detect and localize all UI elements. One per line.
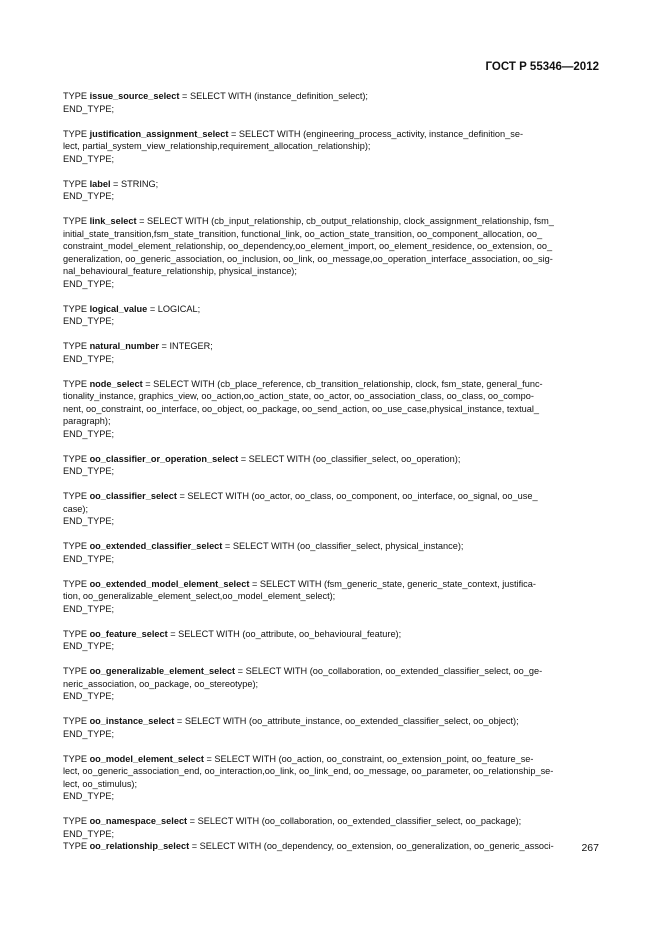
code-line <box>63 353 599 366</box>
line-definition: = SELECT WITH (oo_attribute, oo_behavioural_feature); <box>167 628 402 639</box>
line-definition: = SELECT WITH (oo_dependency, oo_extension, oo_generalization, oo_generic_associ- <box>189 841 554 851</box>
line-prefix: END_TYPE; <box>63 278 115 289</box>
line-definition: = SELECT WITH (oo_action, oo_constraint, oo_extension_point, oo_feature_se- <box>203 753 534 764</box>
type-definition-block <box>63 753 599 803</box>
type-name: oo_model_element_select <box>89 753 204 764</box>
code-line <box>63 690 599 703</box>
line-prefix: TYPE <box>63 178 90 189</box>
type-name: oo_classifier_select <box>89 491 177 501</box>
line-prefix: END_TYPE; <box>63 153 115 164</box>
line-prefix: END_TYPE; <box>63 103 115 114</box>
line-prefix: END_TYPE; <box>63 428 115 439</box>
type-name: node_select <box>89 378 143 389</box>
code-line <box>63 415 599 428</box>
code-line <box>63 728 599 741</box>
page-number: 267 <box>581 842 599 854</box>
line-definition: = STRING; <box>110 178 159 189</box>
line-prefix: case); <box>63 503 89 514</box>
line-prefix: TYPE <box>63 578 90 589</box>
type-definition-block <box>63 453 599 478</box>
line-prefix: TYPE <box>63 216 90 226</box>
line-prefix: END_TYPE; <box>63 516 115 526</box>
type-definition-block <box>63 90 599 115</box>
type-name: issue_source_select <box>89 91 180 101</box>
line-prefix: generalization, oo_generic_association, oo_inclusion, oo_link, oo_message,oo_operation_interface_association, oo_sig- <box>63 253 553 264</box>
type-name: oo_relationship_select <box>89 841 190 851</box>
line-definition: = LOGICAL; <box>147 303 201 314</box>
line-prefix: TYPE <box>63 91 90 101</box>
line-definition: = SELECT WITH (oo_classifier_select, oo_operation); <box>238 453 461 464</box>
type-name: oo_feature_select <box>89 628 168 639</box>
code-line <box>63 140 599 153</box>
code-line <box>63 90 599 103</box>
type-name: natural_number <box>89 341 159 351</box>
line-prefix: constraint_model_element_relationship, oo_dependency,oo_element_import, oo_element_residence, oo_extension, oo_ <box>63 241 553 251</box>
code-line <box>63 265 599 278</box>
type-definition-block <box>63 490 599 528</box>
line-prefix: TYPE <box>63 303 90 314</box>
code-line <box>63 753 599 766</box>
code-line <box>63 778 599 791</box>
line-prefix: lect, oo_stimulus); <box>63 778 138 789</box>
code-line <box>63 453 599 466</box>
line-definition: = SELECT WITH (engineering_process_activity, instance_definition_se- <box>228 128 524 139</box>
code-line <box>63 678 599 691</box>
code-line <box>63 428 599 441</box>
line-prefix: TYPE <box>63 341 90 351</box>
code-line <box>63 190 599 203</box>
type-definition-block <box>63 540 599 565</box>
type-definition-block <box>63 378 599 441</box>
line-definition: = SELECT WITH (cb_input_relationship, cb_output_relationship, clock_assignment_relationship, fsm_ <box>136 216 554 226</box>
line-prefix: END_TYPE; <box>63 828 115 839</box>
line-prefix: TYPE <box>63 541 90 551</box>
code-line <box>63 765 599 778</box>
line-definition: = SELECT WITH (cb_place_reference, cb_transition_relationship, clock, fsm_state, general_func- <box>142 378 543 389</box>
code-line <box>63 540 599 553</box>
code-line <box>63 390 599 403</box>
line-definition: = INTEGER; <box>159 341 213 351</box>
code-line <box>63 490 599 503</box>
code-line <box>63 628 599 641</box>
code-line <box>63 378 599 391</box>
line-prefix: END_TYPE; <box>63 553 115 564</box>
line-prefix: TYPE <box>63 841 90 851</box>
type-definition-block <box>63 178 599 203</box>
line-prefix: paragraph); <box>63 416 111 426</box>
code-line <box>63 240 599 253</box>
line-prefix: END_TYPE; <box>63 353 115 364</box>
type-name: justification_assignment_select <box>89 128 229 139</box>
code-line <box>63 465 599 478</box>
line-prefix: TYPE <box>63 666 90 676</box>
line-prefix: nent, oo_constraint, oo_interface, oo_object, oo_package, oo_send_action, oo_use_case,physical_instance, textual_ <box>63 403 540 414</box>
code-line <box>63 790 599 803</box>
type-name: oo_generalizable_element_select <box>89 666 236 676</box>
type-definition-block <box>63 715 599 740</box>
line-prefix: TYPE <box>63 753 90 764</box>
line-prefix: TYPE <box>63 628 90 639</box>
line-prefix: TYPE <box>63 128 90 139</box>
code-line <box>63 128 599 141</box>
line-prefix: initial_state_transition,fsm_state_transition, functional_link, oo_action_state_transition, oo_component_allocation, oo_ <box>63 228 543 239</box>
code-line <box>63 503 599 516</box>
type-definition-block <box>63 578 599 616</box>
type-definition-block <box>63 665 599 703</box>
type-name: label <box>89 178 111 189</box>
code-line <box>63 603 599 616</box>
document-body <box>63 90 599 865</box>
code-line <box>63 840 599 853</box>
code-line <box>63 590 599 603</box>
code-line <box>63 215 599 228</box>
code-line <box>63 340 599 353</box>
line-prefix: END_TYPE; <box>63 728 115 739</box>
line-prefix: TYPE <box>63 491 90 501</box>
type-name: oo_namespace_select <box>89 816 188 826</box>
line-prefix: lect, oo_generic_association_end, oo_interaction,oo_link, oo_link_end, oo_message, oo_parameter, oo_relationship_se- <box>63 766 554 776</box>
code-line <box>63 278 599 291</box>
type-name: link_select <box>89 216 137 226</box>
line-prefix: tionality_instance, graphics_view, oo_action,oo_action_state, oo_actor, oo_association_class, oo_class, oo_compo- <box>63 391 534 401</box>
line-prefix: TYPE <box>63 816 90 826</box>
code-line <box>63 303 599 316</box>
line-prefix: nal_behavioural_feature_relationship, physical_instance); <box>63 266 297 276</box>
code-line <box>63 553 599 566</box>
line-prefix: END_TYPE; <box>63 641 115 651</box>
code-line <box>63 178 599 191</box>
type-name: oo_extended_classifier_select <box>89 541 223 551</box>
type-name: oo_instance_select <box>89 716 175 726</box>
type-name: oo_extended_model_element_select <box>89 578 250 589</box>
type-definition-block <box>63 815 599 840</box>
code-line <box>63 515 599 528</box>
line-prefix: TYPE <box>63 453 90 464</box>
line-prefix: END_TYPE; <box>63 603 115 614</box>
code-line <box>63 253 599 266</box>
line-definition: = SELECT WITH (oo_actor, oo_class, oo_component, oo_interface, oo_signal, oo_use_ <box>176 491 538 501</box>
code-line <box>63 403 599 416</box>
line-prefix: END_TYPE; <box>63 791 115 801</box>
code-line <box>63 640 599 653</box>
line-definition: = SELECT WITH (oo_attribute_instance, oo_extended_classifier_select, oo_object); <box>174 716 519 726</box>
line-prefix: END_TYPE; <box>63 316 115 326</box>
code-line <box>63 815 599 828</box>
code-line <box>63 315 599 328</box>
code-line <box>63 828 599 841</box>
line-prefix: lect, partial_system_view_relationship,requirement_allocation_relationship); <box>63 141 371 151</box>
code-line <box>63 665 599 678</box>
code-line <box>63 153 599 166</box>
type-definition-block <box>63 128 599 166</box>
type-definition-block <box>63 840 599 853</box>
line-prefix: TYPE <box>63 378 90 389</box>
line-definition: = SELECT WITH (instance_definition_select); <box>179 91 368 101</box>
type-definition-block <box>63 303 599 328</box>
type-name: oo_classifier_or_operation_select <box>89 453 239 464</box>
line-prefix: END_TYPE; <box>63 466 115 476</box>
code-line <box>63 228 599 241</box>
code-line <box>63 578 599 591</box>
type-definition-block <box>63 340 599 365</box>
line-prefix: neric_association, oo_package, oo_stereotype); <box>63 678 259 689</box>
line-prefix: END_TYPE; <box>63 691 115 701</box>
line-prefix: tion, oo_generalizable_element_select,oo_model_element_select); <box>63 591 336 601</box>
code-line <box>63 103 599 116</box>
type-name: logical_value <box>89 303 148 314</box>
line-definition: = SELECT WITH (oo_classifier_select, physical_instance); <box>222 541 464 551</box>
line-definition: = SELECT WITH (oo_collaboration, oo_extended_classifier_select, oo_ge- <box>235 666 543 676</box>
line-definition: = SELECT WITH (fsm_generic_state, generic_state_context, justifica- <box>249 578 536 589</box>
document-header: ГОСТ Р 55346—2012 <box>485 61 599 73</box>
line-prefix: TYPE <box>63 716 90 726</box>
line-definition: = SELECT WITH (oo_collaboration, oo_extended_classifier_select, oo_package); <box>187 816 522 826</box>
type-definition-block <box>63 628 599 653</box>
line-prefix: END_TYPE; <box>63 191 115 201</box>
code-line <box>63 715 599 728</box>
type-definition-block <box>63 215 599 290</box>
